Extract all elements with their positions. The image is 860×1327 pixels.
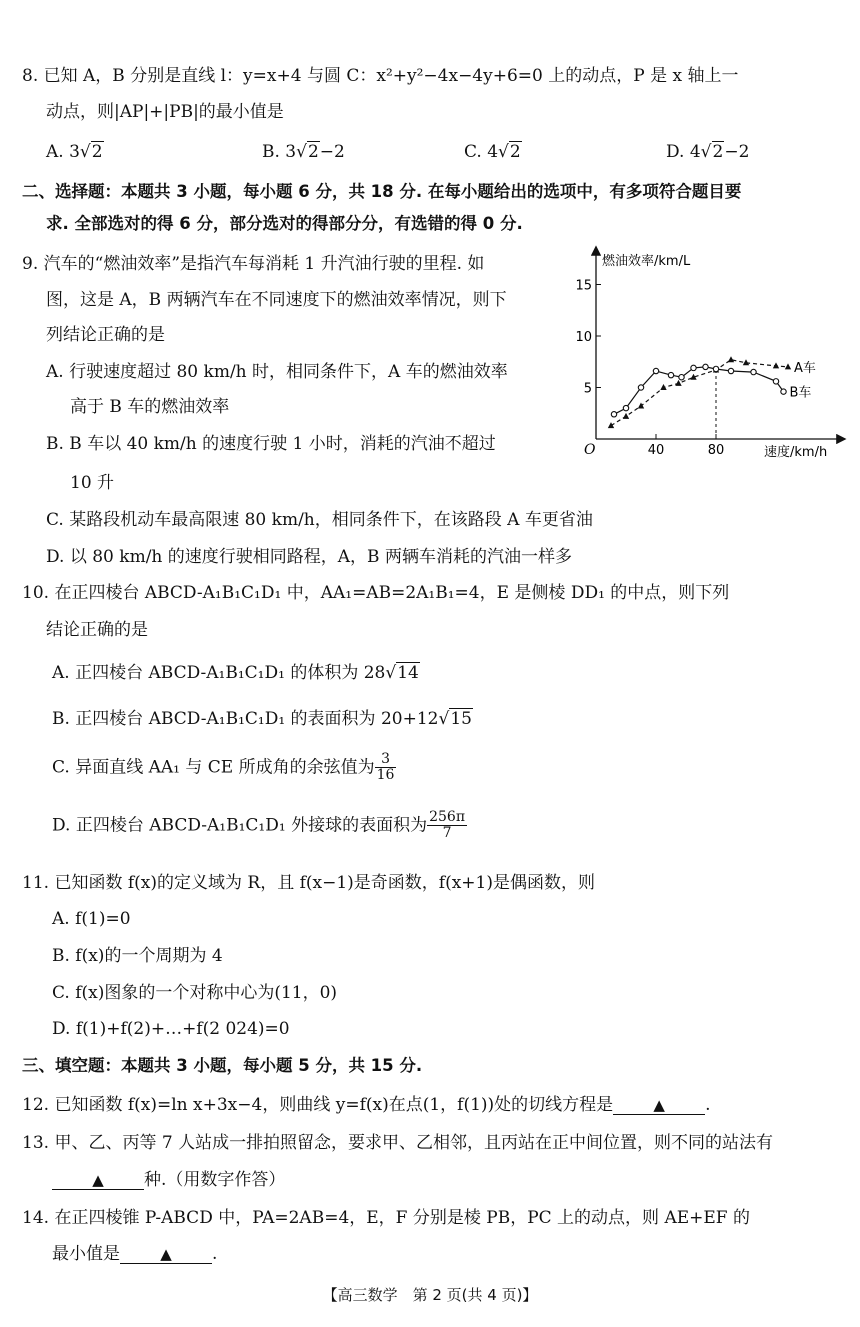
series-1-point <box>691 365 696 370</box>
series-0-point <box>785 363 791 369</box>
series-1-point <box>703 364 708 369</box>
q10-option-b: B. 正四棱台 ABCD-A₁B₁C₁D₁ 的表面积为 20+12√15 <box>52 709 472 729</box>
series-1-point <box>653 368 658 373</box>
q10-d-fraction: $\frac{256\pi}{7}$ <box>429 809 466 842</box>
q10-line1: 10. 在正四棱台 ABCD-A₁B₁C₁D₁ 中，AA₁=AB=2A₁B₁=4，E 是侧棱 DD₁ 的中点，则下列 <box>22 583 730 603</box>
series-1-point <box>781 389 786 394</box>
series-0-label: A车 <box>794 360 816 376</box>
series-0-point <box>638 403 644 409</box>
q8-line1: 8. 已知 A，B 分别是直线 l：y=x+4 与圆 C：x²+y²−4x−4y+6=0 上的动点，P 是 x 轴上一 <box>22 66 739 86</box>
series-0-point <box>675 380 681 386</box>
section2-heading-line1: 二、选择题：本题共 3 小题，每小题 6 分，共 18 分. 在每小题给出的选项中，有多项符合题目要 <box>22 182 742 201</box>
q11-option-b: B. f(x)的一个周期为 4 <box>52 946 223 966</box>
q13-line2: ▲ 种.（用数字作答） <box>52 1172 285 1190</box>
q12-line: 12. 已知函数 f(x)=ln x+3x−4，则曲线 y=f(x)在点(1，f(1))处的切线方程是 ▲ . <box>22 1095 711 1115</box>
series-0-point <box>743 359 749 365</box>
series-0-point <box>660 384 666 390</box>
q11-option-a: A. f(1)=0 <box>52 909 131 929</box>
q9-option-a-line1: A. 行驶速度超过 80 km/h 时，相同条件下，A 车的燃油效率 <box>46 362 508 382</box>
series-0-point <box>623 413 629 419</box>
q9-line2: 图，这是 A，B 两辆汽车在不同速度下的燃油效率情况，则下 <box>46 290 507 310</box>
q10-option-a: A. 正四棱台 ABCD-A₁B₁C₁D₁ 的体积为 28√14 <box>52 663 419 683</box>
y-tick-label-10: 10 <box>575 330 592 345</box>
series-1-point <box>728 368 733 373</box>
x-axis-label: 速度/km/h <box>764 445 828 460</box>
q8-option-b: B. 3√2−2 <box>262 142 345 162</box>
q11-option-c: C. f(x)图象的一个对称中心为(11，0) <box>52 983 338 1003</box>
section3-heading: 三、填空题：本题共 3 小题，每小题 5 分，共 15 分. <box>22 1056 423 1075</box>
q14-line1: 14. 在正四棱锥 P-ABCD 中，PA=2AB=4，E，F 分别是棱 PB，PC 上的动点，则 AE+EF 的 <box>22 1208 751 1228</box>
y-axis-label: 燃油效率/km/L <box>602 254 691 269</box>
series-0-point <box>773 362 779 368</box>
origin-label: O <box>584 442 596 458</box>
q9-option-c: C. 某路段机动车最高限速 80 km/h，相同条件下，在该路段 A 车更省油 <box>46 510 593 530</box>
x-tick-label-40: 40 <box>647 443 665 458</box>
q11-option-d: D. f(1)+f(2)+…+f(2 024)=0 <box>52 1019 290 1039</box>
q9-option-d: D. 以 80 km/h 的速度行驶相同路程，A，B 两辆车消耗的汽油一样多 <box>46 547 572 567</box>
q9-option-a-line2: 高于 B 车的燃油效率 <box>70 397 230 417</box>
q14-line2: 最小值是 ▲ . <box>52 1244 218 1264</box>
page-footer: 【高三数学 第 2 页(共 4 页)】 <box>322 1286 538 1304</box>
q9-option-b-line2: 10 升 <box>70 473 115 493</box>
series-1-label: B车 <box>789 385 812 401</box>
q10-option-c: C. 异面直线 AA₁ 与 CE 所成角的余弦值为 $\frac{3}{16}$ <box>52 751 395 784</box>
q11-line1: 11. 已知函数 f(x)的定义域为 R，且 f(x−1)是奇函数，f(x+1)是偶函数，则 <box>22 873 596 893</box>
series-1-point <box>751 369 756 374</box>
x-tick-label-80: 80 <box>707 443 725 458</box>
series-1-point <box>638 385 643 390</box>
fuel-efficiency-chart <box>574 242 854 464</box>
q9-line1: 9. 汽车的“燃油效率”是指汽车每消耗 1 升汽油行驶的里程. 如 <box>22 254 485 274</box>
q8-line2: 动点，则|AP|+|PB|的最小值是 <box>46 102 284 122</box>
q10-line2: 结论正确的是 <box>46 620 148 640</box>
series-1-point <box>713 366 718 371</box>
q12-answer-blank: ▲ <box>613 1097 705 1115</box>
y-tick-label-15: 15 <box>575 278 592 294</box>
q8-option-d: D. 4√2−2 <box>666 142 750 162</box>
q13-answer-blank: ▲ <box>52 1172 144 1190</box>
y-tick-label-5: 5 <box>583 381 592 397</box>
q9-line3: 列结论正确的是 <box>46 325 165 345</box>
series-1-point <box>679 375 684 380</box>
q10-c-fraction: $\frac{3}{16}$ <box>376 751 395 784</box>
q13-line1: 13. 甲、乙、丙等 7 人站成一排拍照留念，要求甲、乙相邻，且丙站在正中间位置，则不同的站法有 <box>22 1133 774 1153</box>
q8-option-c: C. 4√2 <box>464 142 521 162</box>
series-1-point <box>623 405 628 410</box>
section2-heading-line2: 求. 全部选对的得 6 分，部分选对的得部分分，有选错的得 0 分. <box>46 214 523 233</box>
q8-option-a: A. 3√2 <box>46 142 103 162</box>
series-1-point <box>668 372 673 377</box>
q14-answer-blank: ▲ <box>120 1246 212 1264</box>
series-1-point <box>773 379 778 384</box>
series-0-point <box>608 422 614 428</box>
series-1-point <box>611 412 616 417</box>
series-0-point <box>728 356 734 362</box>
q10-option-d: D. 正四棱台 ABCD-A₁B₁C₁D₁ 外接球的表面积为 $\frac{256\pi}{7}$ <box>52 809 466 842</box>
q9-option-b-line1: B. B 车以 40 km/h 的速度行驶 1 小时，消耗的汽油不超过 <box>46 434 496 454</box>
